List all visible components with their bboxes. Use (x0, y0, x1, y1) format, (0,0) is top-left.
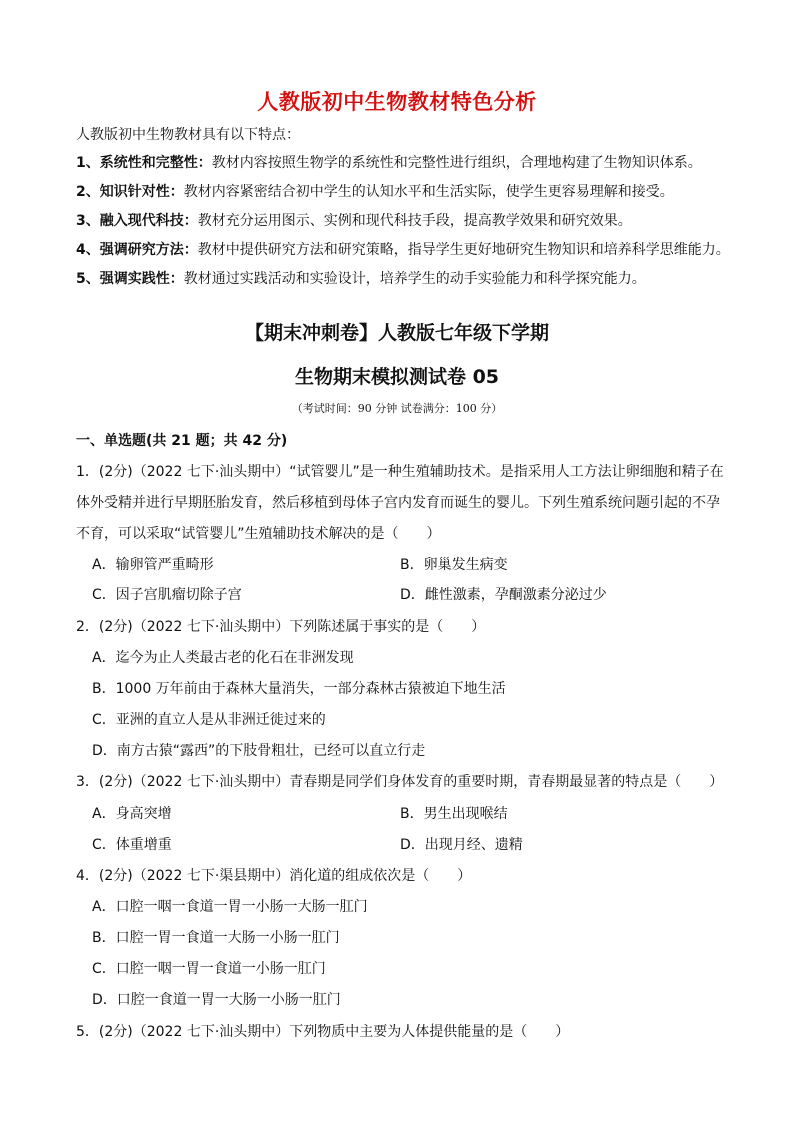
option-a[interactable]: A．输卵管严重畸形 (92, 557, 214, 573)
exam-info: （考试时间：90 分钟 试卷满分：100 分） (291, 402, 503, 415)
intro-point-label: 2、知识针对性： (76, 184, 184, 200)
intro-point-label: 3、融入现代科技： (76, 213, 198, 229)
option-b[interactable]: B．男生出现喉结 (400, 806, 508, 822)
option-c[interactable]: C．因子宫肌瘤切除子宫 (92, 587, 242, 603)
option-a[interactable]: A．口腔一咽一食道一胃一小肠一大肠一肛门 (92, 899, 368, 915)
intro-lead: 人教版初中生物教材具有以下特点： (76, 127, 300, 143)
question-line: 不育，可以采取“试管婴儿”生殖辅助技术解决的是（ ） (76, 526, 441, 542)
option-c[interactable]: C．亚洲的直立人是从非洲迁徙过来的 (92, 712, 326, 728)
option-b[interactable]: B．口腔一胃一食道一大肠一小肠一肛门 (92, 930, 340, 946)
intro-point-text: 教材中提供研究方法和研究策略，指导学生更好地研究生物知识和培养科学思维能力。 (197, 242, 730, 258)
intro-point (76, 153, 702, 173)
intro-point-label: 5、强调实践性： (76, 271, 184, 287)
question-line: 5．(2分)（2022 七下·汕头期中）下列物质中主要为人体提供能量的是（ ） (76, 1024, 570, 1040)
exam-title: 【期末冲刺卷】人教版七年级下学期 (244, 322, 549, 344)
question-line: 4．(2分)（2022 七下·渠县期中）消化道的组成依次是（ ） (76, 868, 472, 884)
option-c[interactable]: C．体重增重 (92, 837, 172, 853)
question-line: 3．(2分)（2022 七下·汕头期中）青春期是同学们身体发育的重要时期，青春期最显著的特点是（ ） (76, 774, 724, 790)
option-c[interactable]: C．口腔一咽一胃一食道一小肠一肛门 (92, 961, 326, 977)
question-line: 体外受精并进行早期胚胎发育，然后移植到母体子宫内发育而诞生的婴儿。下列生殖系统问题引起的不孕 (76, 495, 720, 511)
intro-point-text: 教材通过实践活动和实验设计，培养学生的动手实验能力和科学探究能力。 (183, 271, 646, 287)
option-b[interactable]: B．1000 万年前由于森林大量消失，一部分森林古猿被迫下地生活 (92, 681, 506, 697)
intro-point-text: 教材内容按照生物学的系统性和完整性进行组织，合理地构建了生物知识体系。 (211, 155, 702, 171)
intro-point-text: 教材充分运用图示、实例和现代科技手段，提高教学效果和研究效果。 (197, 213, 632, 229)
intro-point (76, 240, 730, 260)
exam-title-sub: 生物期末模拟测试卷 05 (294, 366, 500, 388)
intro-point-text: 教材内容紧密结合初中学生的认知水平和生活实际，使学生更容易理解和接受。 (183, 184, 674, 200)
option-a[interactable]: A．迄今为止人类最古老的化石在非洲发现 (92, 650, 354, 666)
intro-point (76, 211, 632, 231)
question-line: 2．(2分)（2022 七下·汕头期中）下列陈述属于事实的是（ ） (76, 619, 486, 635)
option-d[interactable]: D．雌性激素，孕酮激素分泌过少 (400, 587, 607, 603)
question-line: 1．(2分)（2022 七下·汕头期中）“试管婴儿”是一种生殖辅助技术。是指采用人工方法让卵细胞和精子在 (76, 464, 724, 480)
option-d[interactable]: D．出现月经、遗精 (400, 837, 523, 853)
intro-point-label: 1、系统性和完整性： (76, 155, 212, 171)
option-a[interactable]: A．身高突增 (92, 806, 172, 822)
intro-point (76, 182, 674, 202)
section-heading: 一、单选题(共 21 题；共 42 分) (76, 433, 288, 449)
option-d[interactable]: D．口腔一食道一胃一大肠一小肠一肛门 (92, 992, 341, 1008)
option-b[interactable]: B．卵巢发生病变 (400, 557, 508, 573)
option-d[interactable]: D．南方古猿“露西”的下肢骨粗壮，已经可以直立行走 (92, 743, 426, 759)
intro-title: 人教版初中生物教材特色分析 (257, 90, 537, 114)
intro-point-label: 4、强调研究方法： (76, 242, 198, 258)
intro-point (76, 269, 646, 289)
